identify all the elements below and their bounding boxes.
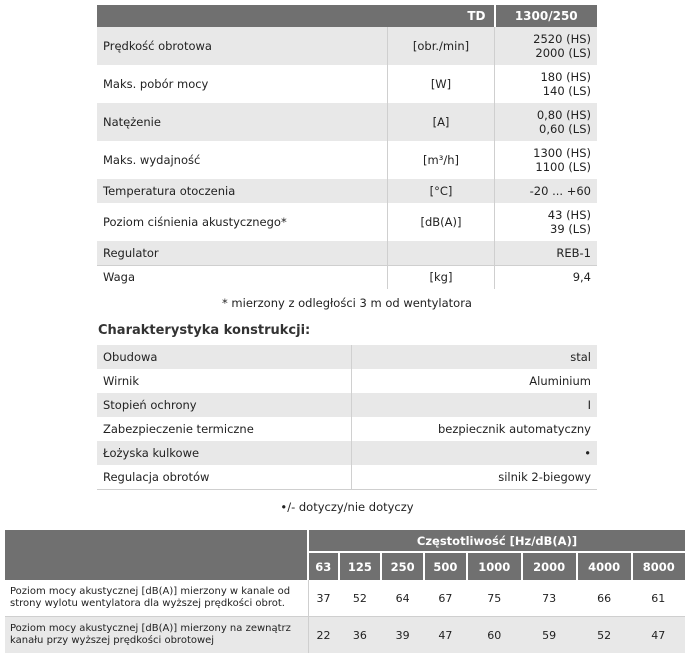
acoustic-value: 22 <box>308 617 339 653</box>
spec-row-airflow <box>97 141 597 179</box>
spec-unit: [W] <box>388 65 495 103</box>
construction-heading: Charakterystyka konstrukcji: <box>98 323 310 338</box>
frequency-header: 125 <box>339 552 382 580</box>
frequency-header: 63 <box>308 552 339 580</box>
spec-value: 180 (HS) 140 (LS) <box>495 65 598 103</box>
acoustic-row-label: Poziom mocy akustycznej [dB(A)] mierzony w kanale od strony wylotu wentylatora dla wyższej prędkości obrot. <box>5 580 308 617</box>
spec-header-size: 1300/250 <box>495 5 598 27</box>
acoustic-corner <box>5 530 308 580</box>
acoustic-value: 47 <box>424 617 467 653</box>
spec-unit <box>388 241 495 265</box>
construction-row <box>97 465 597 490</box>
construction-value: silnik 2-biegowy <box>352 465 598 490</box>
spec-unit: [dB(A)] <box>388 203 495 241</box>
acoustic-table <box>5 530 685 653</box>
spec-row-weight <box>97 265 597 289</box>
spec-row-noise <box>97 203 597 241</box>
frequency-header: 8000 <box>632 552 685 580</box>
construction-value: stal <box>352 345 598 369</box>
construction-label: Zabezpieczenie termiczne <box>97 417 352 441</box>
spec-footnote: * mierzony z odległości 3 m od wentylatora <box>97 296 597 310</box>
construction-label: Wirnik <box>97 369 352 393</box>
spec-label: Temperatura otoczenia <box>97 179 388 203</box>
construction-label: Stopień ochrony <box>97 393 352 417</box>
spec-label: Maks. pobór mocy <box>97 65 388 103</box>
acoustic-value: 59 <box>522 617 577 653</box>
construction-legend: •/- dotyczy/nie dotyczy <box>97 500 597 514</box>
acoustic-row-label: Poziom mocy akustycznej [dB(A)] mierzony na zewnątrz kanału przy wyższej prędkości obrotowej <box>5 617 308 653</box>
construction-value: Aluminium <box>352 369 598 393</box>
acoustic-value: 36 <box>339 617 382 653</box>
spec-row-power <box>97 65 597 103</box>
spec-unit: [A] <box>388 103 495 141</box>
spec-unit: [°C] <box>388 179 495 203</box>
acoustic-value: 37 <box>308 580 339 617</box>
construction-value: I <box>352 393 598 417</box>
construction-table <box>97 345 597 490</box>
acoustic-value: 67 <box>424 580 467 617</box>
acoustic-title: Częstotliwość [Hz/dB(A)] <box>308 530 685 552</box>
spec-value: 43 (HS) 39 (LS) <box>495 203 598 241</box>
construction-row <box>97 393 597 417</box>
spec-value: 2520 (HS) 2000 (LS) <box>495 27 598 65</box>
acoustic-title-row <box>5 530 685 552</box>
spec-unit: [kg] <box>388 265 495 289</box>
frequency-header: 2000 <box>522 552 577 580</box>
acoustic-value: 75 <box>467 580 522 617</box>
acoustic-value: 60 <box>467 617 522 653</box>
spec-value: 1300 (HS) 1100 (LS) <box>495 141 598 179</box>
construction-label: Łożyska kulkowe <box>97 441 352 465</box>
acoustic-value: 39 <box>381 617 424 653</box>
spec-value: 9,4 <box>495 265 598 289</box>
acoustic-value: 64 <box>381 580 424 617</box>
construction-value: bezpiecznik automatyczny <box>352 417 598 441</box>
spec-label: Poziom ciśnienia akustycznego* <box>97 203 388 241</box>
acoustic-value: 61 <box>632 580 685 617</box>
spec-label: Waga <box>97 265 388 289</box>
spec-value: 0,80 (HS) 0,60 (LS) <box>495 103 598 141</box>
construction-label: Regulacja obrotów <box>97 465 352 490</box>
spec-label: Prędkość obrotowa <box>97 27 388 65</box>
acoustic-value: 73 <box>522 580 577 617</box>
construction-row <box>97 417 597 441</box>
construction-row <box>97 441 597 465</box>
frequency-header: 250 <box>381 552 424 580</box>
spec-table <box>97 5 597 289</box>
construction-row <box>97 345 597 369</box>
acoustic-row-outside <box>5 617 685 653</box>
acoustic-value: 52 <box>339 580 382 617</box>
spec-unit: [m³/h] <box>388 141 495 179</box>
spec-row-temperature <box>97 179 597 203</box>
spec-label: Natężenie <box>97 103 388 141</box>
spec-value: -20 ... +60 <box>495 179 598 203</box>
spec-row-current <box>97 103 597 141</box>
spec-label: Maks. wydajność <box>97 141 388 179</box>
construction-label: Obudowa <box>97 345 352 369</box>
spec-row-speed <box>97 27 597 65</box>
spec-header-row <box>97 5 597 27</box>
construction-value: • <box>352 441 598 465</box>
spec-header-model: TD <box>97 5 495 27</box>
construction-row <box>97 369 597 393</box>
acoustic-value: 66 <box>577 580 632 617</box>
acoustic-value: 52 <box>577 617 632 653</box>
spec-label: Regulator <box>97 241 388 265</box>
spec-unit: [obr./min] <box>388 27 495 65</box>
spec-value: REB-1 <box>495 241 598 265</box>
acoustic-value: 47 <box>632 617 685 653</box>
spec-row-regulator <box>97 241 597 265</box>
acoustic-row-outlet <box>5 580 685 617</box>
frequency-header: 500 <box>424 552 467 580</box>
frequency-header: 1000 <box>467 552 522 580</box>
frequency-header: 4000 <box>577 552 632 580</box>
